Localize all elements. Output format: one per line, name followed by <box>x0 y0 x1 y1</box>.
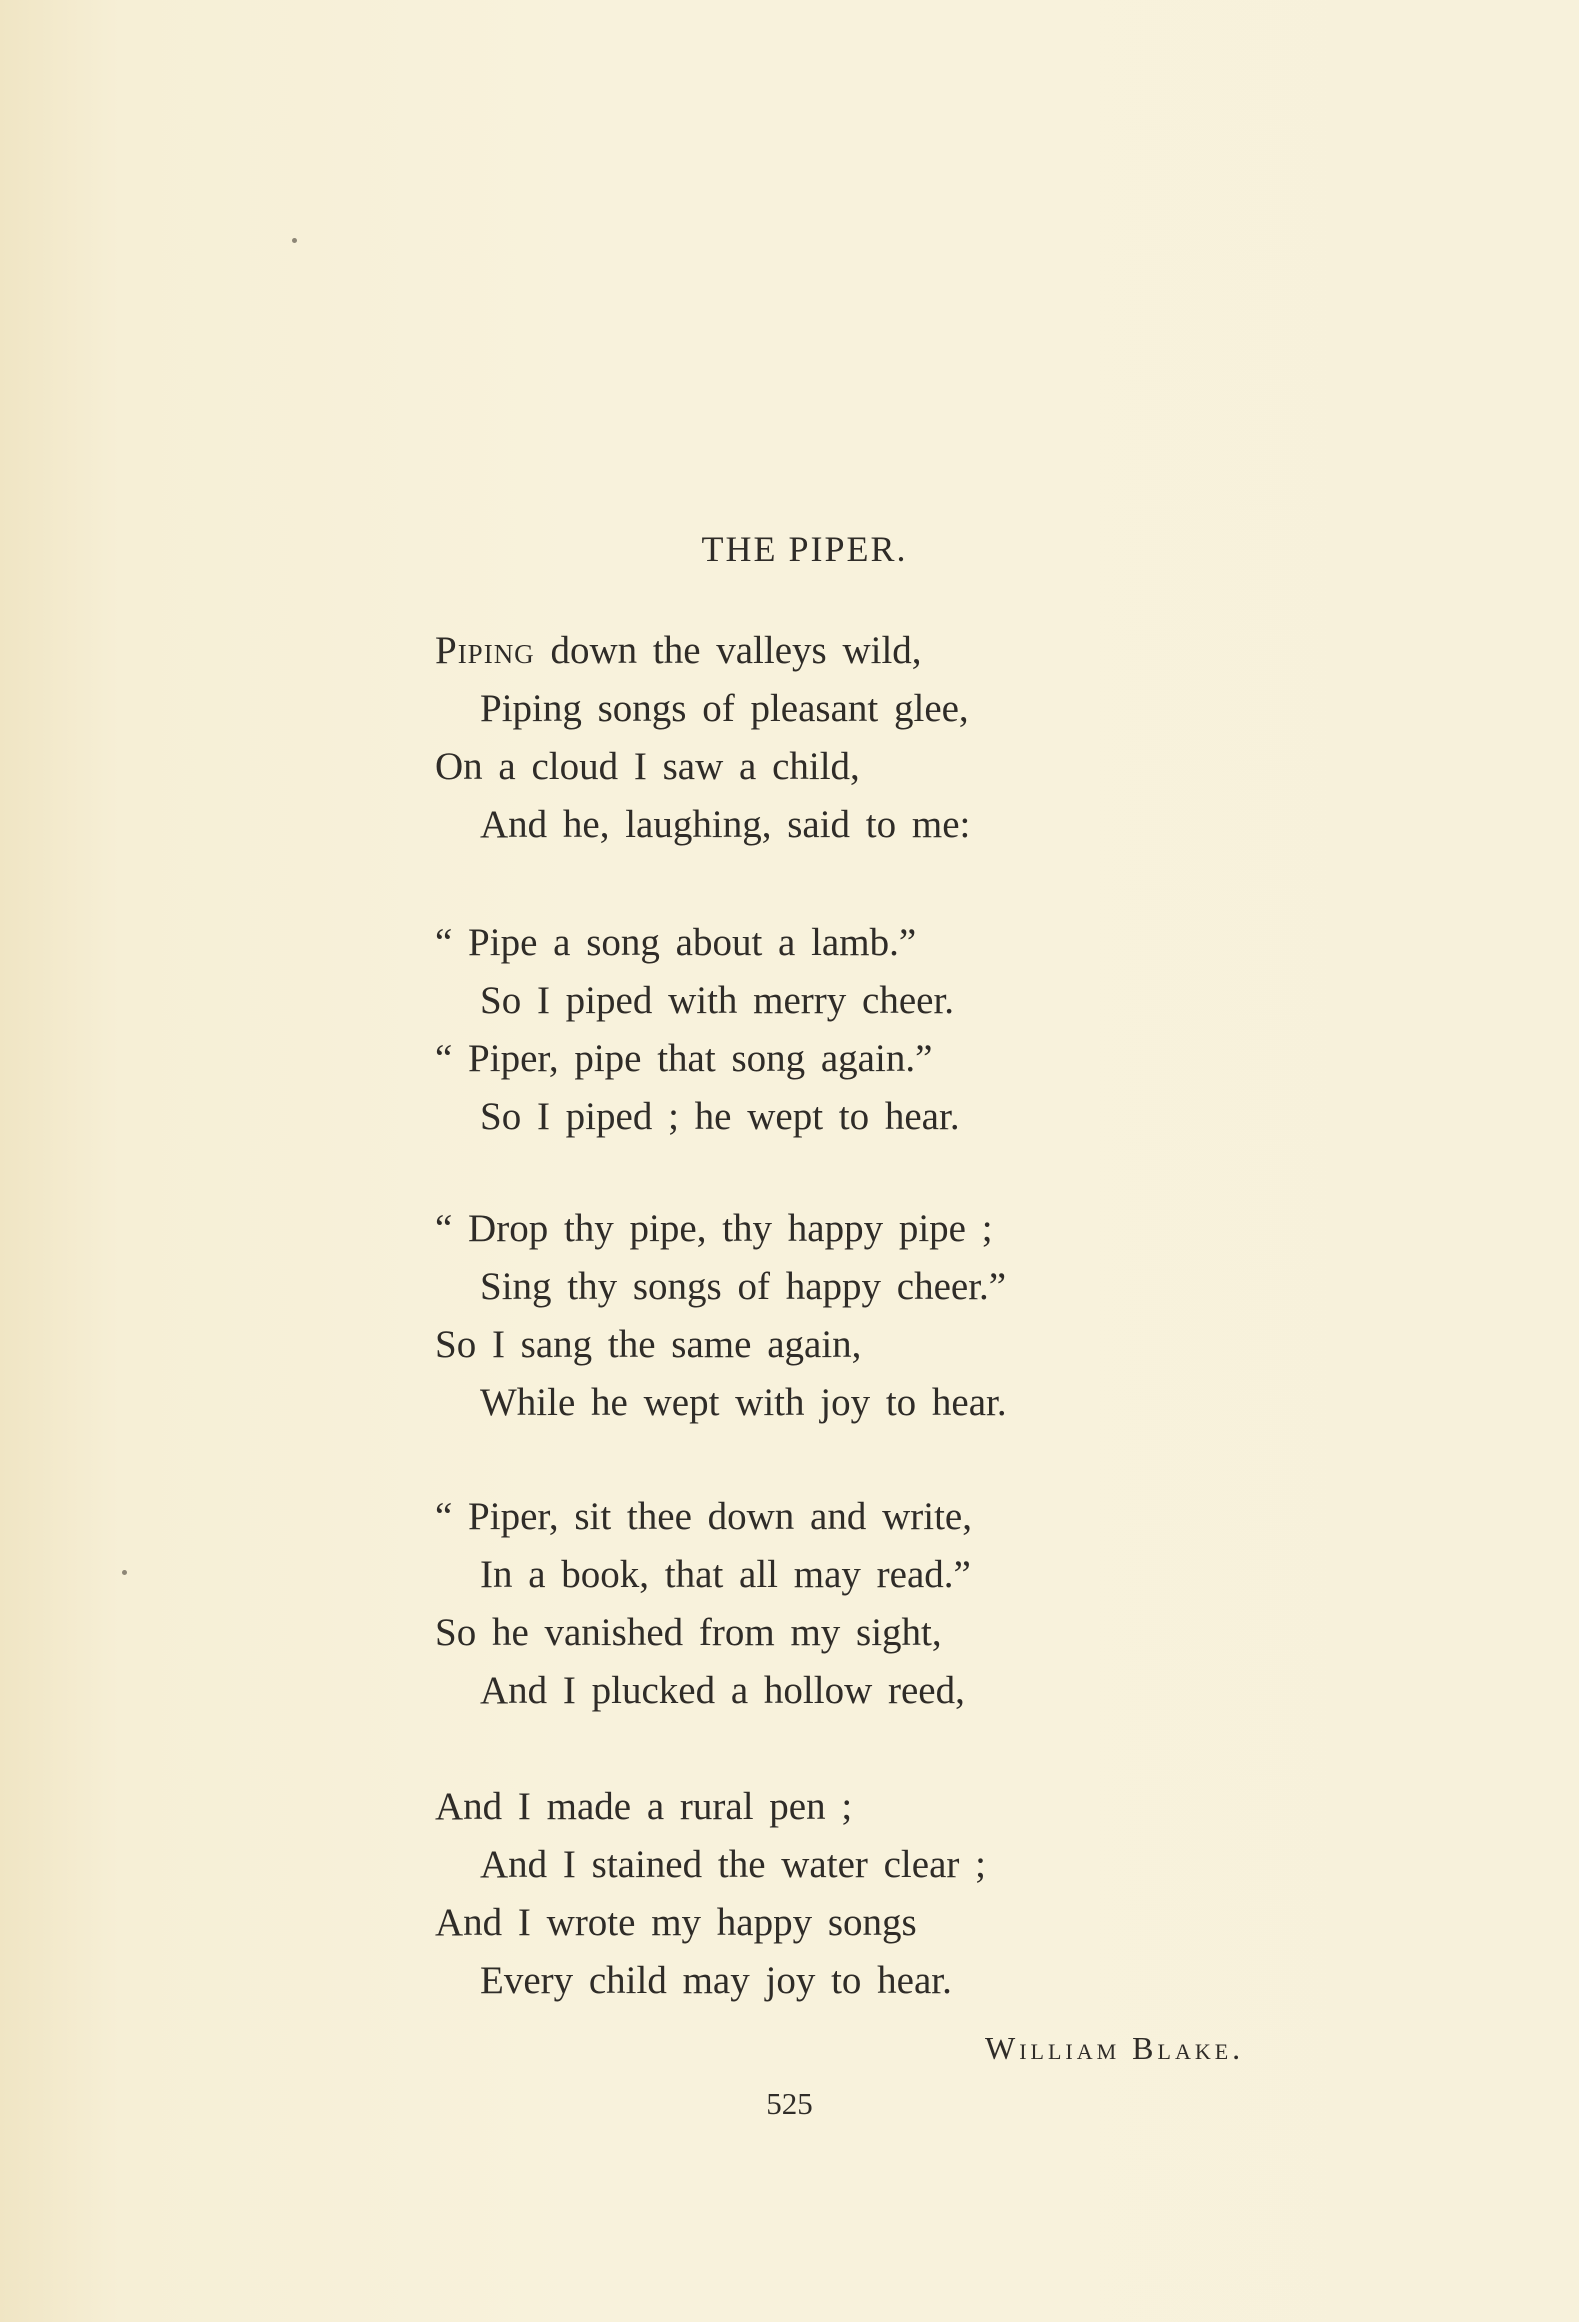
poem-line: “ Piper, sit thee down and write, <box>435 1495 972 1538</box>
poem-line: So I piped ; he wept to hear. <box>480 1095 960 1138</box>
poem-line: And he, laughing, said to me: <box>480 803 971 846</box>
poem-line: And I stained the water clear ; <box>480 1843 986 1886</box>
ink-speck <box>122 1570 127 1575</box>
poem-line: And I plucked a hollow reed, <box>480 1669 965 1712</box>
poem-line: Every child may joy to hear. <box>480 1959 952 2002</box>
poem-line: So I piped with merry cheer. <box>480 979 955 1022</box>
poem-line: Sing thy songs of happy cheer.” <box>480 1265 1007 1308</box>
stanza-1 <box>435 622 1235 854</box>
stanza-2 <box>435 914 1235 1146</box>
stanza-5 <box>435 1778 1235 2010</box>
poem-line: On a cloud I saw a child, <box>435 745 860 788</box>
line-text: down the valleys wild, <box>534 629 922 672</box>
poem-line: “ Drop thy pipe, thy happy pipe ; <box>435 1207 993 1250</box>
poem-line: Piping songs of pleasant glee, <box>480 687 969 730</box>
ink-speck <box>292 238 297 243</box>
author-signature: William Blake. <box>985 2030 1245 2066</box>
poem-line: And I made a rural pen ; <box>435 1785 853 1828</box>
poem-line: While he wept with joy to hear. <box>480 1381 1007 1424</box>
stanza-4 <box>435 1488 1235 1720</box>
poem-line <box>435 622 1235 680</box>
stanza-3 <box>435 1200 1235 1432</box>
poem-line: “ Piper, pipe that song again.” <box>435 1037 933 1080</box>
first-word-smallcaps: Piping <box>435 629 535 672</box>
poem-line: In a book, that all may read.” <box>480 1553 971 1596</box>
poem-line: And I wrote my happy songs <box>435 1901 917 1944</box>
poem-title: THE PIPER. <box>701 529 908 569</box>
poem-line: “ Pipe a song about a lamb.” <box>435 921 917 964</box>
poem-line: So I sang the same again, <box>435 1323 862 1366</box>
poem-line: So he vanished from my sight, <box>435 1611 942 1654</box>
page-number: 525 <box>766 2086 813 2121</box>
